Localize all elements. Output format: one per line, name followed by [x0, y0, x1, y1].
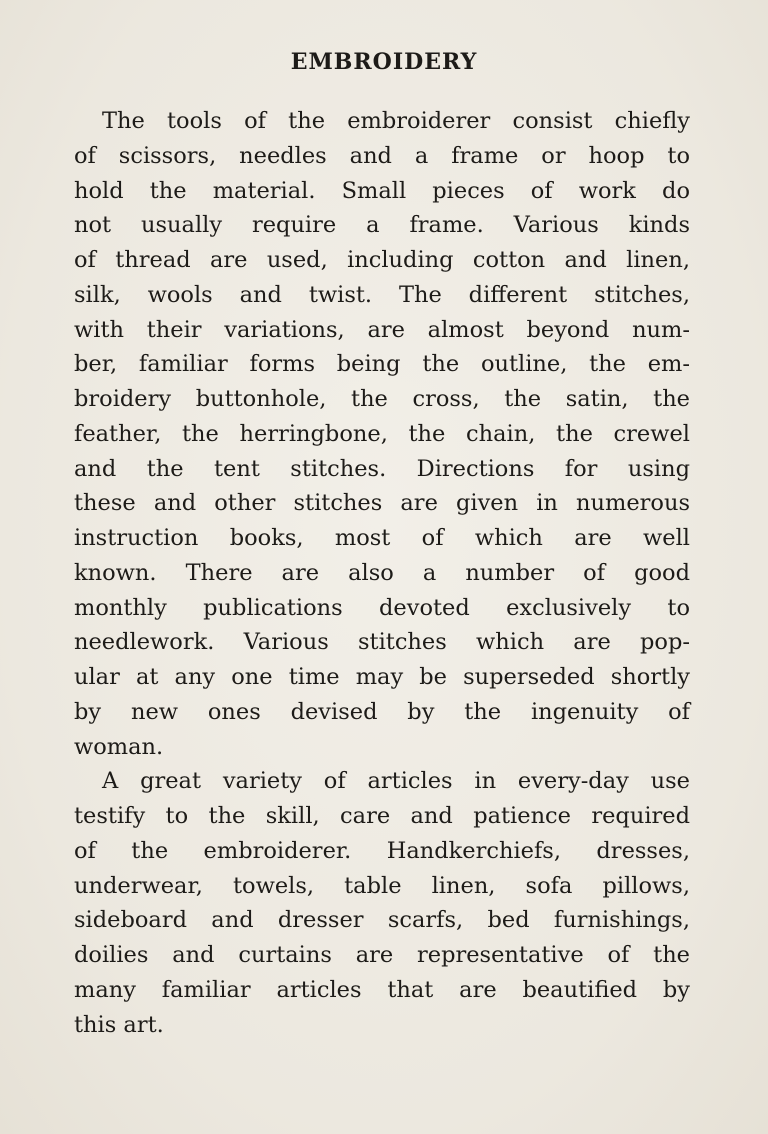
text-line: known. There are also a number of good [74, 559, 690, 586]
text-line: instruction books, most of which are well [74, 525, 690, 551]
text-line: not usually require a frame. Various kinds [74, 212, 690, 239]
text-line: with their variations, are almost beyond num- [74, 316, 690, 343]
text-line: woman. [74, 733, 164, 760]
text-line: sideboard and dresser scarfs, bed furnishings, [74, 907, 690, 934]
text-line: underwear, towels, table linen, sofa pillows, [74, 872, 690, 899]
text-line: silk, wools and twist. The different stitches, [74, 281, 690, 308]
text-line: hold the material. Small pieces of work do [74, 177, 690, 204]
text-line: A great variety of articles in every-day use [102, 768, 690, 795]
text-line: and the tent stitches. Directions for using [74, 455, 690, 482]
paragraph-2 [74, 764, 690, 1042]
text-line: The tools of the embroiderer consist chiefly [102, 108, 690, 134]
text-line: feather, the herringbone, the chain, the crewel [74, 420, 690, 447]
text-line: ber, familiar forms being the outline, the em- [74, 351, 690, 378]
text-line: of scissors, needles and a frame or hoop to [74, 142, 690, 169]
text-line: monthly publications devoted exclusively to [74, 594, 690, 621]
text-line: these and other stitches are given in numerous [74, 490, 690, 517]
text-line: testify to the skill, care and patience required [74, 803, 690, 829]
text-line: many familiar articles that are beautified by [74, 976, 690, 1003]
text-line: of the embroiderer. Handkerchiefs, dresses, [74, 837, 690, 864]
paragraph-1 [74, 104, 690, 764]
text-line: doilies and curtains are representative of the [74, 942, 690, 968]
text-line: this art. [74, 1011, 164, 1038]
text-line: ular at any one time may be superseded shortly [74, 664, 690, 690]
page-title: EMBROIDERY [290, 49, 478, 75]
text-line: needlework. Various stitches which are pop- [74, 629, 690, 656]
text-line: by new ones devised by the ingenuity of [74, 698, 690, 725]
text-line: of thread are used, including cotton and linen, [74, 247, 690, 273]
text-line: broidery buttonhole, the cross, the satin, the [74, 386, 690, 412]
body-text [74, 104, 690, 1042]
